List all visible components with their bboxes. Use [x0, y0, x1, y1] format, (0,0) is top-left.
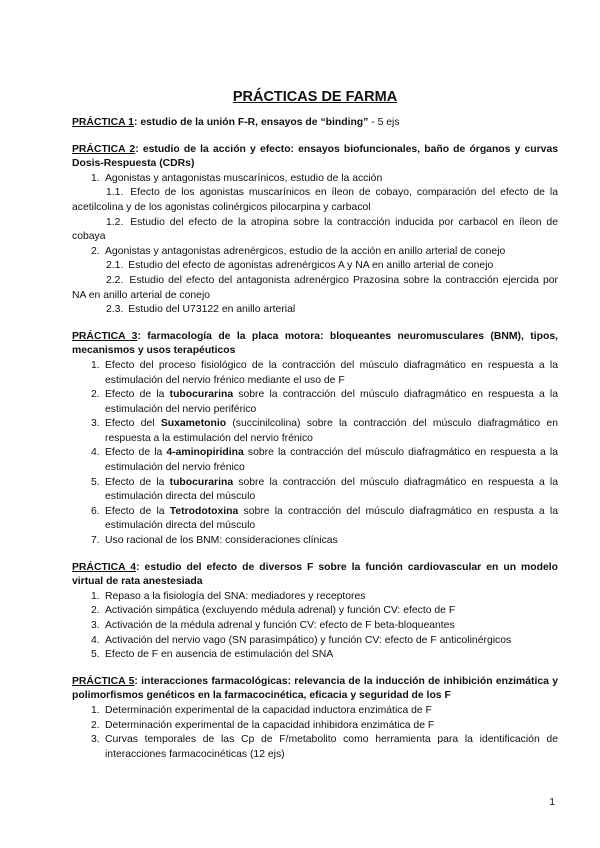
item-text: Efecto del [105, 418, 161, 430]
practica-3-section [72, 330, 558, 549]
page-title: PRÁCTICAS DE FARMA [232, 89, 398, 105]
list-item [72, 505, 558, 534]
list-item [72, 648, 558, 663]
sub-item [72, 186, 558, 215]
item-text: Efecto de F en ausencia de estimulación del SNA [105, 649, 334, 661]
practica-2-label: PRÁCTICA 2 [72, 143, 136, 155]
item-number: 1. [91, 704, 100, 716]
list-item [72, 733, 558, 762]
drug-name: Suxametonio [160, 418, 227, 430]
item-text: sobre la contracción del músculo diafragmático en respuesta a la estimulación del nervio periférico [105, 389, 558, 415]
sub-item [72, 303, 558, 318]
sub-item-text: Estudio del efecto de la atropina sobre la contracción inducida por carbacol en íleon de cobaya [72, 216, 558, 243]
item-number: 7. [91, 535, 100, 547]
item-number: 4. [91, 447, 100, 459]
list-item [72, 619, 558, 634]
practica-3-heading [72, 330, 558, 359]
item-text: Agonistas y antagonistas adrenérgicos, estudio de la acción en anillo arterial de conejo [105, 245, 506, 257]
practica-4-section [72, 561, 558, 663]
list-item [72, 604, 558, 619]
list-item [72, 476, 558, 505]
practica-3-title: : farmacología de la placa motora: bloqueantes neuromusculares (BNM), tipos, mecanismos y usos terapéuticos [72, 330, 558, 357]
item-text: Agonistas y antagonistas muscarínicos, estudio de la acción [105, 172, 383, 184]
document-page [72, 88, 558, 774]
item-text: sobre la contracción del músculo diafragmático en respusta a la estimulación directa del músculo [105, 505, 559, 532]
item-number: 5. [91, 649, 100, 661]
sub-item-text: Efecto de los agonistas muscarínicos en íleon de cobayo, comparación del efecto de la acetilcolina y de los agonistas colinérgicos pilocarpina y carbacol [72, 187, 558, 213]
drug-name: tubocurarina [169, 476, 234, 488]
list-item [72, 388, 558, 417]
list-item [72, 719, 558, 734]
drug-name: Tetrodotoxina [169, 505, 239, 517]
practica-5-section [72, 675, 558, 763]
sub-item-number: 1.2. [106, 216, 124, 228]
sub-item [72, 274, 558, 303]
practica-1-title: : estudio de la unión F-R, ensayos de “binding” [133, 117, 369, 128]
item-text: Curvas temporales de las Cp de F/metabolito como herramienta para la identificación de interacciones farmacocinéticas (12 ejs) [105, 734, 558, 760]
list-item [72, 245, 558, 260]
item-text: Activación de la médula adrenal y función CV: efecto de F beta-bloqueantes [105, 620, 455, 631]
list-item [72, 446, 558, 475]
item-text: sobre la contracción del músculo diafragmático en respuesta a la estimulación directa del músculo [105, 476, 558, 503]
item-text: Uso racional de los BNM: consideraciones clínicas [105, 535, 338, 547]
sub-item-text: Estudio del U73122 en anillo arterial [128, 304, 296, 316]
list-item [72, 417, 558, 446]
item-text: Activación simpática (excluyendo médula adrenal) y función CV: efecto de F [105, 605, 456, 617]
item-text: Efecto del proceso fisiológico de la contracción del músculo diafragmático en respuesta a la estimulación del nervio frénico mediante el uso de F [105, 359, 558, 386]
item-number: 5. [91, 476, 100, 488]
sub-item-number: 2.3. [106, 304, 124, 316]
item-number: 3. [91, 418, 100, 430]
practica-2-title: : estudio de la acción y efecto: ensayos biofuncionales, baño de órganos y curvas Dosis-Respuesta (CDRs) [72, 143, 558, 170]
sub-item-text: Estudio del efecto del antagonista adrenérgico Prazosina sobre la contracción ejercida por NA en anillo arterial de conejo [72, 274, 558, 301]
practica-5-heading [72, 675, 558, 704]
practica-3-label: PRÁCTICA 3 [72, 330, 138, 342]
practica-1-suffix: - 5 ejs [368, 117, 400, 128]
list-item [72, 634, 558, 649]
practica-4-heading [72, 561, 558, 590]
practica-2-list [72, 172, 558, 318]
item-text: Efecto de la [105, 447, 167, 459]
item-number: 4. [91, 634, 100, 646]
practica-1-section [72, 116, 558, 131]
sub-item-text: Estudio del efecto de agonistas adrenérgicos A y NA en anillo arterial de conejo [128, 260, 494, 272]
sub-item-number: 2.2. [106, 274, 124, 286]
practica-5-title: : interacciones farmacológicas: relevancia de la inducción de inhibición enzimática y polimorfismos genéticos en la farmacocinética, eficacia y seguridad de los F [72, 675, 558, 702]
drug-name: tubocurarina [169, 389, 234, 401]
item-text: Efecto de la [105, 389, 170, 401]
item-text: Determinación experimental de la capacidad inhibidora enzimática de F [105, 719, 435, 731]
practica-5-label: PRÁCTICA 5 [72, 675, 135, 687]
practica-3-list [72, 359, 558, 549]
practica-4-list [72, 590, 558, 663]
practica-1-label: PRÁCTICA 1 [72, 117, 134, 128]
item-number: 1. [91, 172, 100, 184]
item-text: Efecto de la [105, 476, 170, 488]
item-number: 3. [91, 620, 100, 631]
sub-item-number: 1.1. [106, 187, 124, 199]
item-number: 1. [91, 590, 100, 602]
list-item [72, 534, 558, 549]
item-text: Repaso a la fisiología del SNA: mediadores y receptores [105, 590, 366, 602]
item-number: 2. [91, 245, 100, 257]
list-item [72, 359, 558, 388]
practica-2-section [72, 143, 558, 318]
item-number: 3. [91, 734, 100, 746]
practica-1-heading [72, 116, 558, 131]
drug-name: 4-aminopiridina [166, 447, 244, 459]
sub-item-number: 2.1. [106, 260, 124, 272]
list-item [72, 704, 558, 719]
item-number: 1. [91, 359, 100, 371]
item-text: Determinación experimental de la capacidad inductora enzimática de F [105, 704, 432, 716]
list-item [72, 590, 558, 605]
item-text: Efecto de la [105, 505, 170, 517]
list-item [72, 172, 558, 187]
practica-4-label: PRÁCTICA 4 [72, 561, 137, 573]
practica-4-title: : estudio del efecto de diversos F sobre la función cardiovascular en un modelo virtual de rata anestesiada [72, 561, 559, 588]
item-number: 6. [91, 505, 100, 517]
practica-5-list [72, 704, 558, 762]
sub-item [72, 259, 558, 274]
page-number: 1 [549, 797, 555, 808]
item-text: sobre la contracción del músculo diafragmático en respuesta a la estimulación del nervio frénico [105, 447, 558, 474]
sub-item [72, 216, 558, 245]
item-number: 2. [91, 605, 100, 617]
item-number: 2. [91, 389, 100, 401]
item-number: 2. [91, 719, 100, 731]
item-text: (succinilcolina) sobre la contracción del músculo diafragmático en respuesta a la estimulación del nervio frénico [105, 418, 558, 444]
practica-2-heading [72, 143, 558, 172]
item-text: Activación del nervio vago (SN parasimpático) y función CV: efecto de F anticolinérgicos [105, 634, 512, 646]
